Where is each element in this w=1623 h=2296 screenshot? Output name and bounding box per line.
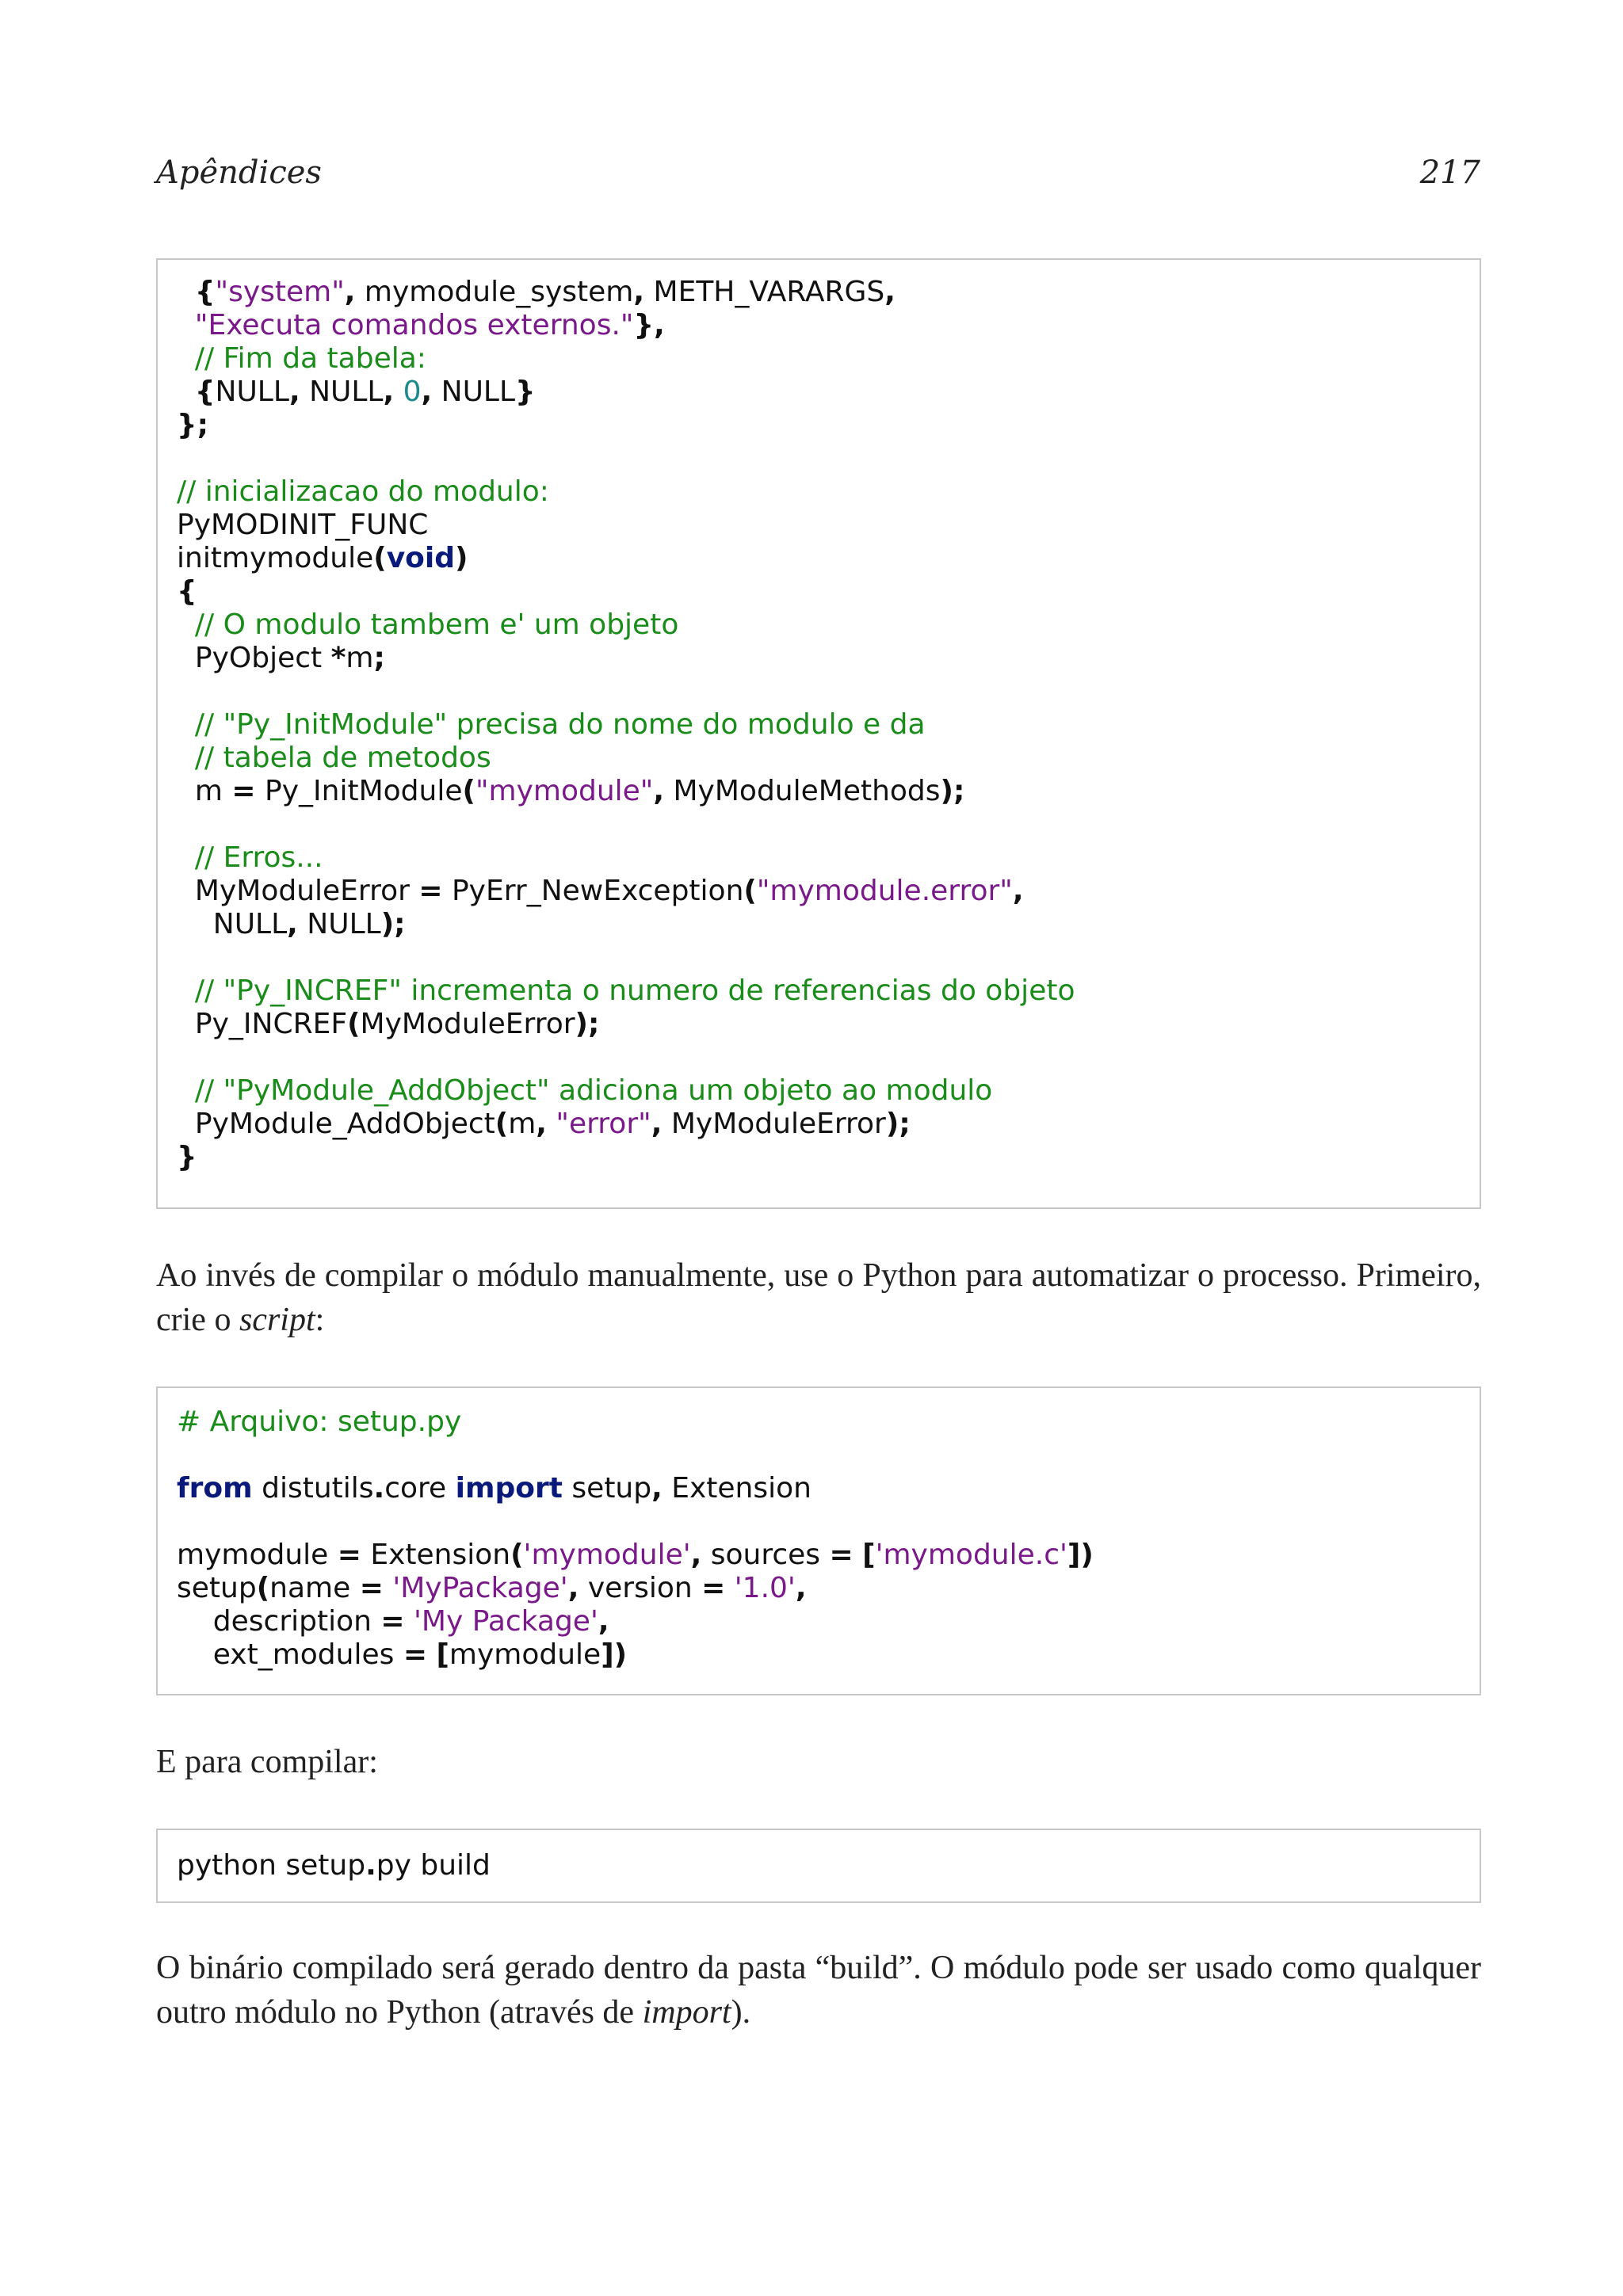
paragraph-compile-intro xyxy=(156,1253,1481,1342)
code-line: Py_INCREF(MyModuleError); xyxy=(177,1008,600,1040)
code-line: mymodule = Extension('mymodule', sources = ['mymodule.c']) xyxy=(177,1539,1094,1571)
running-header-section: Apêndices xyxy=(156,154,322,191)
code-line: PyModule_AddObject(m, "error", MyModuleError); xyxy=(177,1108,911,1140)
code-line: "Executa comandos externos."}, xyxy=(194,309,665,341)
emphasis-script: script xyxy=(239,1302,315,1338)
code-block-build-command xyxy=(156,1829,1481,1903)
code-block-setup-py xyxy=(156,1386,1481,1695)
paragraph-text: O binário compilado será gerado dentro da pasta “build”. O módulo pode ser usado como qualquer outro módulo no Python (através de xyxy=(156,1950,1481,2031)
code-line: { xyxy=(177,575,197,608)
code-line: // "Py_InitModule" precisa do nome do modulo e da xyxy=(194,708,926,741)
code-line: {NULL, NULL, 0, NULL} xyxy=(194,376,536,408)
code-line: PyObject *m; xyxy=(177,642,385,674)
code-line: // Erros... xyxy=(194,841,323,874)
code-line: // Fim da tabela: xyxy=(194,342,426,375)
code-line: // O modulo tambem e' um objeto xyxy=(194,608,679,641)
code-line: MyModuleError = PyErr_NewException("mymodule.error", xyxy=(177,875,1024,907)
code-line: python setup.py build xyxy=(177,1849,491,1882)
code-line: // tabela de metodos xyxy=(194,742,491,774)
code-line: } xyxy=(177,1141,197,1173)
code-line: }; xyxy=(177,409,209,441)
code-line: from distutils.core import setup, Extension xyxy=(177,1472,812,1505)
code-listing xyxy=(158,1405,1480,1672)
paragraph-text: Ao invés de compilar o módulo manualmente, use o Python para automatizar o processo. Primeiro, crie o xyxy=(156,1257,1481,1338)
code-line: PyMODINIT_FUNC xyxy=(177,509,429,541)
code-block-c-module xyxy=(156,258,1481,1209)
code-line: // inicializacao do modulo: xyxy=(177,475,549,508)
code-line: ext_modules = [mymodule]) xyxy=(177,1638,628,1671)
paragraph-text-end: ). xyxy=(731,1994,751,2031)
code-listing xyxy=(158,276,1480,1174)
paragraph-binary-output xyxy=(156,1946,1481,2035)
code-line: m = Py_InitModule("mymodule", MyModuleMethods); xyxy=(177,775,965,807)
code-line: {"system", mymodule_system, METH_VARARGS, xyxy=(194,276,896,308)
code-line: setup(name = 'MyPackage', version = '1.0', xyxy=(177,1572,807,1604)
code-line: NULL, NULL); xyxy=(177,908,406,940)
page-number: 217 xyxy=(1419,154,1480,191)
emphasis-import: import xyxy=(642,1994,731,2031)
code-line: // "Py_INCREF" incrementa o numero de referencias do objeto xyxy=(194,974,1075,1007)
code-line: description = 'My Package', xyxy=(177,1605,609,1638)
code-line: initmymodule(void) xyxy=(177,542,468,574)
paragraph-text-end: : xyxy=(315,1302,325,1338)
paragraph-compile: E para compilar: xyxy=(156,1744,378,1780)
code-line: // "PyModule_AddObject" adiciona um objeto ao modulo xyxy=(194,1074,993,1107)
code-line: # Arquivo: setup.py xyxy=(177,1405,462,1438)
code-listing xyxy=(158,1849,1480,1882)
